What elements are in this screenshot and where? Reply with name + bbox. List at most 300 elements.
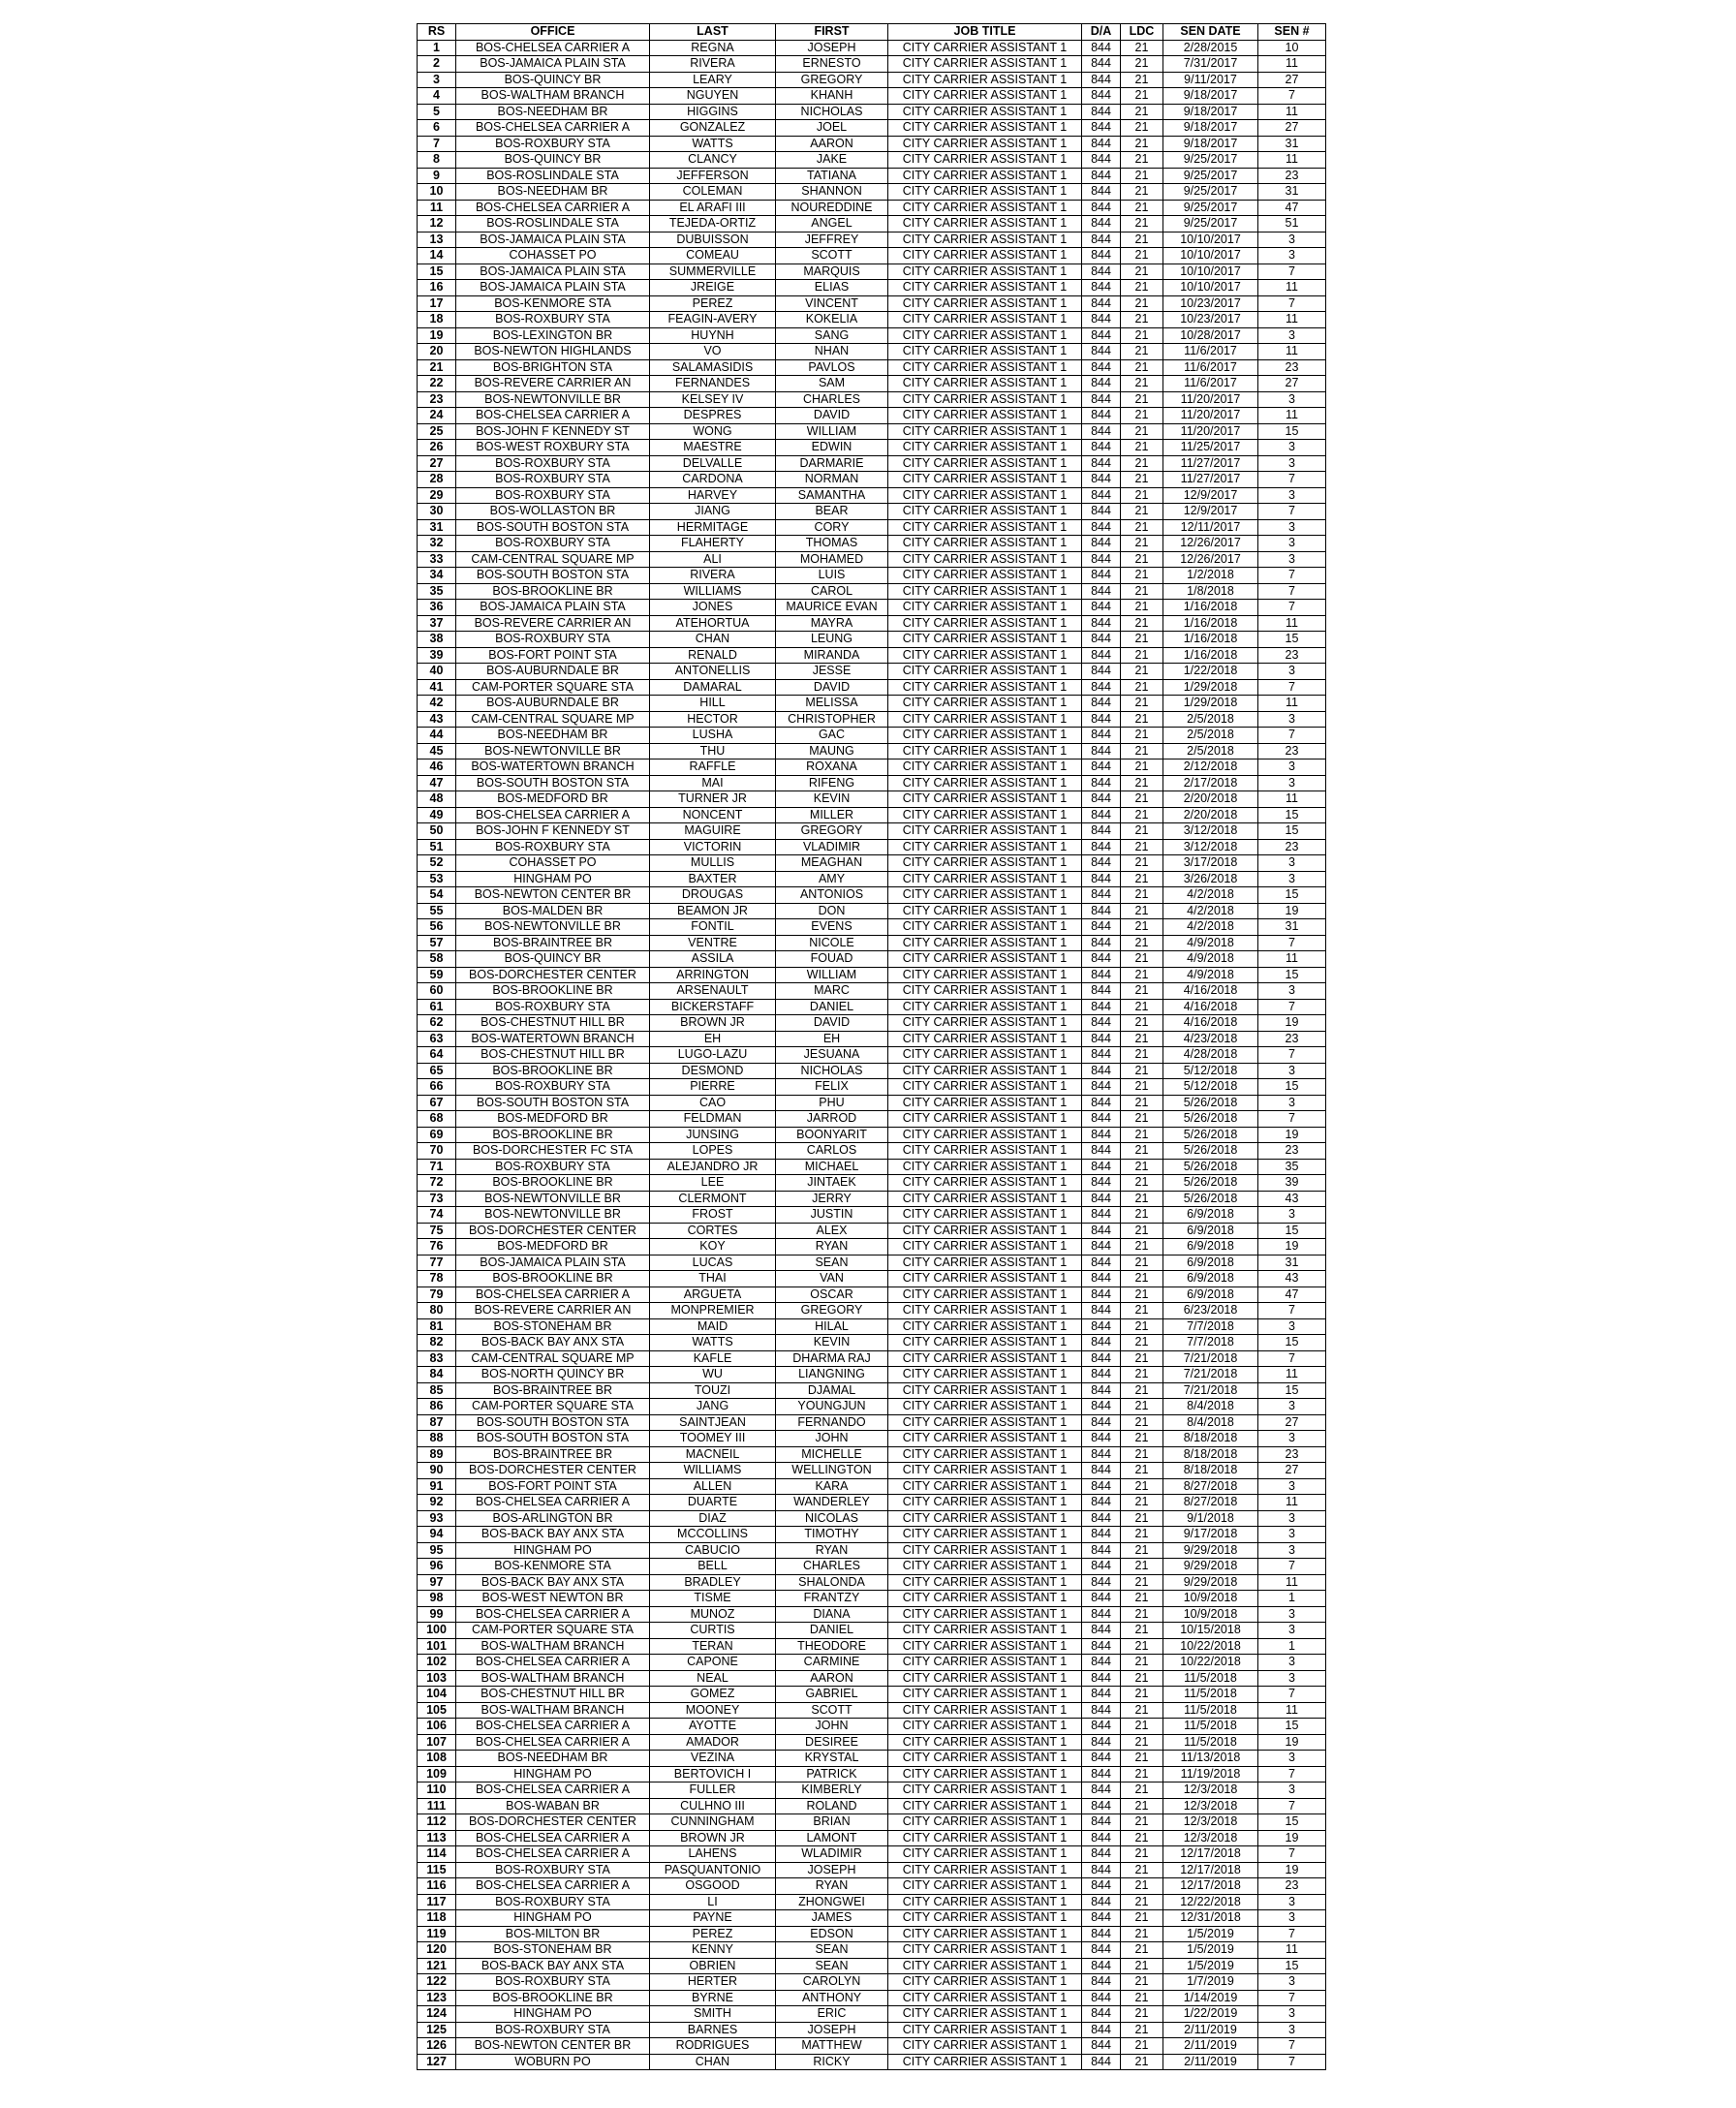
- cell-last: JREIGE: [650, 280, 776, 296]
- cell-last: MAID: [650, 1318, 776, 1335]
- cell-ldc: 21: [1121, 216, 1163, 232]
- cell-da: 844: [1082, 1495, 1121, 1511]
- cell-office: BOS-JAMAICA PLAIN STA: [456, 56, 650, 73]
- cell-ldc: 21: [1121, 1111, 1163, 1128]
- cell-last: OSGOOD: [650, 1878, 776, 1895]
- cell-last: FEAGIN-AVERY: [650, 312, 776, 328]
- cell-office: BOS-BRIGHTON STA: [456, 359, 650, 376]
- table-row: [418, 728, 1326, 744]
- cell-last: ALI: [650, 551, 776, 568]
- cell-sen-date: 12/17/2018: [1163, 1846, 1258, 1863]
- cell-job-title: CITY CARRIER ASSISTANT 1: [888, 423, 1082, 440]
- cell-first: NHAN: [776, 344, 888, 360]
- cell-first: MELISSA: [776, 696, 888, 712]
- cell-ldc: 21: [1121, 1431, 1163, 1447]
- cell-last: VEZINA: [650, 1751, 776, 1767]
- cell-job-title: CITY CARRIER ASSISTANT 1: [888, 1542, 1082, 1559]
- cell-da: 844: [1082, 679, 1121, 696]
- table-row: [418, 1414, 1326, 1431]
- cell-first: DESIREE: [776, 1734, 888, 1751]
- cell-job-title: CITY CARRIER ASSISTANT 1: [888, 1591, 1082, 1607]
- cell-office: BOS-MALDEN BR: [456, 903, 650, 919]
- cell-sen-date: 4/2/2018: [1163, 903, 1258, 919]
- cell-job-title: CITY CARRIER ASSISTANT 1: [888, 632, 1082, 648]
- table-row: [418, 696, 1326, 712]
- cell-office: HINGHAM PO: [456, 1766, 650, 1782]
- cell-job-title: CITY CARRIER ASSISTANT 1: [888, 168, 1082, 184]
- cell-ldc: 21: [1121, 1271, 1163, 1287]
- cell-da: 844: [1082, 2054, 1121, 2070]
- cell-job-title: CITY CARRIER ASSISTANT 1: [888, 1862, 1082, 1878]
- cell-rs: 76: [418, 1239, 456, 1256]
- cell-first: WILLIAM: [776, 423, 888, 440]
- cell-sen-number: 15: [1258, 423, 1326, 440]
- cell-rs: 52: [418, 855, 456, 872]
- cell-sen-number: 3: [1258, 1510, 1326, 1527]
- cell-ldc: 21: [1121, 1974, 1163, 1991]
- cell-first: PATRICK: [776, 1766, 888, 1782]
- cell-sen-date: 12/31/2018: [1163, 1910, 1258, 1927]
- cell-job-title: CITY CARRIER ASSISTANT 1: [888, 1239, 1082, 1256]
- cell-da: 844: [1082, 839, 1121, 855]
- cell-sen-number: 43: [1258, 1271, 1326, 1287]
- cell-job-title: CITY CARRIER ASSISTANT 1: [888, 1399, 1082, 1415]
- cell-rs: 64: [418, 1047, 456, 1064]
- cell-job-title: CITY CARRIER ASSISTANT 1: [888, 1910, 1082, 1927]
- cell-last: KELSEY IV: [650, 391, 776, 408]
- cell-office: BOS-ROXBURY STA: [456, 136, 650, 152]
- cell-job-title: CITY CARRIER ASSISTANT 1: [888, 1830, 1082, 1846]
- cell-sen-number: 23: [1258, 1878, 1326, 1895]
- cell-sen-date: 11/6/2017: [1163, 376, 1258, 392]
- table-row: [418, 1542, 1326, 1559]
- cell-sen-date: 12/9/2017: [1163, 487, 1258, 504]
- cell-last: ATEHORTUA: [650, 615, 776, 632]
- cell-first: JESUANA: [776, 1047, 888, 1064]
- cell-ldc: 21: [1121, 1478, 1163, 1495]
- cell-office: BOS-WATERTOWN BRANCH: [456, 760, 650, 776]
- cell-job-title: CITY CARRIER ASSISTANT 1: [888, 2054, 1082, 2070]
- table-row: [418, 1031, 1326, 1047]
- cell-last: BERTOVICH I: [650, 1766, 776, 1782]
- cell-sen-date: 2/11/2019: [1163, 2054, 1258, 2070]
- table-row: [418, 1910, 1326, 1927]
- cell-office: BOS-JAMAICA PLAIN STA: [456, 600, 650, 616]
- table-row: [418, 1303, 1326, 1319]
- cell-last: AYOTTE: [650, 1719, 776, 1735]
- cell-office: BOS-DORCHESTER CENTER: [456, 1223, 650, 1239]
- cell-job-title: CITY CARRIER ASSISTANT 1: [888, 1286, 1082, 1303]
- cell-job-title: CITY CARRIER ASSISTANT 1: [888, 455, 1082, 472]
- cell-sen-number: 3: [1258, 1894, 1326, 1910]
- cell-office: WOBURN PO: [456, 2054, 650, 2070]
- cell-sen-number: 15: [1258, 887, 1326, 904]
- cell-last: PEREZ: [650, 295, 776, 312]
- cell-rs: 109: [418, 1766, 456, 1782]
- table-row: [418, 2022, 1326, 2038]
- cell-sen-number: 7: [1258, 1798, 1326, 1814]
- cell-ldc: 21: [1121, 1414, 1163, 1431]
- cell-first: EVENS: [776, 919, 888, 936]
- cell-last: TURNER JR: [650, 791, 776, 808]
- cell-sen-number: 31: [1258, 919, 1326, 936]
- cell-rs: 1: [418, 40, 456, 56]
- cell-ldc: 21: [1121, 1798, 1163, 1814]
- cell-sen-date: 10/15/2018: [1163, 1623, 1258, 1639]
- cell-job-title: CITY CARRIER ASSISTANT 1: [888, 664, 1082, 680]
- cell-office: BOS-BROOKLINE BR: [456, 1990, 650, 2006]
- cell-job-title: CITY CARRIER ASSISTANT 1: [888, 1111, 1082, 1128]
- cell-rs: 13: [418, 232, 456, 248]
- cell-last: BICKERSTAFF: [650, 999, 776, 1015]
- table-row: [418, 184, 1326, 201]
- cell-first: AARON: [776, 1670, 888, 1687]
- cell-office: BOS-CHELSEA CARRIER A: [456, 1830, 650, 1846]
- cell-ldc: 21: [1121, 1702, 1163, 1719]
- cell-ldc: 21: [1121, 1143, 1163, 1160]
- cell-sen-date: 4/16/2018: [1163, 999, 1258, 1015]
- cell-ldc: 21: [1121, 1942, 1163, 1959]
- table-row: [418, 455, 1326, 472]
- cell-ldc: 21: [1121, 1255, 1163, 1271]
- cell-ldc: 21: [1121, 1207, 1163, 1224]
- cell-first: CHARLES: [776, 391, 888, 408]
- cell-ldc: 21: [1121, 1990, 1163, 2006]
- cell-da: 844: [1082, 487, 1121, 504]
- cell-da: 844: [1082, 536, 1121, 552]
- cell-da: 844: [1082, 760, 1121, 776]
- cell-job-title: CITY CARRIER ASSISTANT 1: [888, 2038, 1082, 2055]
- cell-first: JINTAEK: [776, 1175, 888, 1192]
- cell-first: JAMES: [776, 1910, 888, 1927]
- cell-first: RIFENG: [776, 775, 888, 791]
- cell-ldc: 21: [1121, 919, 1163, 936]
- cell-sen-date: 11/5/2018: [1163, 1734, 1258, 1751]
- cell-sen-date: 7/21/2018: [1163, 1367, 1258, 1383]
- table-row: [418, 40, 1326, 56]
- cell-sen-number: 35: [1258, 1159, 1326, 1175]
- cell-da: 844: [1082, 1670, 1121, 1687]
- cell-sen-date: 11/5/2018: [1163, 1670, 1258, 1687]
- cell-rs: 93: [418, 1510, 456, 1527]
- table-row: [418, 216, 1326, 232]
- cell-office: CAM-PORTER SQUARE STA: [456, 1399, 650, 1415]
- cell-sen-number: 3: [1258, 1207, 1326, 1224]
- cell-sen-date: 3/17/2018: [1163, 855, 1258, 872]
- cell-sen-date: 11/19/2018: [1163, 1766, 1258, 1782]
- cell-ldc: 21: [1121, 967, 1163, 983]
- cell-sen-date: 8/27/2018: [1163, 1495, 1258, 1511]
- cell-job-title: CITY CARRIER ASSISTANT 1: [888, 327, 1082, 344]
- cell-office: BOS-ROXBURY STA: [456, 1862, 650, 1878]
- cell-last: FERNANDES: [650, 376, 776, 392]
- cell-ldc: 21: [1121, 1175, 1163, 1192]
- cell-da: 844: [1082, 1318, 1121, 1335]
- cell-last: CULHNO III: [650, 1798, 776, 1814]
- cell-first: RICKY: [776, 2054, 888, 2070]
- cell-first: JOSEPH: [776, 2022, 888, 2038]
- cell-rs: 68: [418, 1111, 456, 1128]
- cell-rs: 87: [418, 1414, 456, 1431]
- cell-da: 844: [1082, 1559, 1121, 1575]
- cell-sen-number: 11: [1258, 615, 1326, 632]
- cell-first: TATIANA: [776, 168, 888, 184]
- cell-job-title: CITY CARRIER ASSISTANT 1: [888, 1031, 1082, 1047]
- cell-job-title: CITY CARRIER ASSISTANT 1: [888, 1782, 1082, 1799]
- cell-da: 844: [1082, 1814, 1121, 1831]
- cell-ldc: 21: [1121, 1910, 1163, 1927]
- cell-last: COMEAU: [650, 248, 776, 264]
- cell-sen-number: 7: [1258, 2038, 1326, 2055]
- cell-office: BOS-DORCHESTER FC STA: [456, 1143, 650, 1160]
- cell-sen-number: 10: [1258, 40, 1326, 56]
- cell-rs: 105: [418, 1702, 456, 1719]
- cell-da: 844: [1082, 312, 1121, 328]
- cell-sen-date: 1/5/2019: [1163, 1942, 1258, 1959]
- cell-sen-number: 3: [1258, 1095, 1326, 1111]
- cell-job-title: CITY CARRIER ASSISTANT 1: [888, 1559, 1082, 1575]
- cell-last: CABUCIO: [650, 1542, 776, 1559]
- cell-rs: 106: [418, 1719, 456, 1735]
- cell-office: BOS-ROXBURY STA: [456, 1159, 650, 1175]
- cell-sen-date: 7/7/2018: [1163, 1335, 1258, 1351]
- cell-sen-number: 3: [1258, 2006, 1326, 2023]
- cell-ldc: 21: [1121, 519, 1163, 536]
- cell-da: 844: [1082, 1751, 1121, 1767]
- cell-last: THAI: [650, 1271, 776, 1287]
- cell-last: ARRINGTON: [650, 967, 776, 983]
- cell-sen-date: 4/16/2018: [1163, 983, 1258, 1000]
- cell-first: THEODORE: [776, 1638, 888, 1655]
- cell-sen-number: 3: [1258, 711, 1326, 728]
- cell-last: LUCAS: [650, 1255, 776, 1271]
- cell-da: 844: [1082, 1015, 1121, 1032]
- cell-office: BOS-ROXBURY STA: [456, 999, 650, 1015]
- cell-sen-number: 15: [1258, 807, 1326, 823]
- cell-ldc: 21: [1121, 2038, 1163, 2055]
- cell-last: CHAN: [650, 2054, 776, 2070]
- table-row: [418, 935, 1326, 951]
- cell-sen-number: 3: [1258, 551, 1326, 568]
- cell-job-title: CITY CARRIER ASSISTANT 1: [888, 1367, 1082, 1383]
- cell-ldc: 21: [1121, 711, 1163, 728]
- cell-office: CAM-CENTRAL SQUARE MP: [456, 551, 650, 568]
- cell-rs: 69: [418, 1127, 456, 1143]
- cell-sen-number: 27: [1258, 1463, 1326, 1479]
- cell-job-title: CITY CARRIER ASSISTANT 1: [888, 504, 1082, 520]
- cell-office: BOS-MEDFORD BR: [456, 1111, 650, 1128]
- cell-last: NONCENT: [650, 807, 776, 823]
- cell-sen-number: 15: [1258, 1079, 1326, 1096]
- cell-sen-date: 2/5/2018: [1163, 711, 1258, 728]
- cell-rs: 11: [418, 200, 456, 216]
- cell-office: BOS-ROXBURY STA: [456, 1974, 650, 1991]
- cell-sen-number: 3: [1258, 248, 1326, 264]
- cell-office: BOS-WALTHAM BRANCH: [456, 1670, 650, 1687]
- table-row: [418, 359, 1326, 376]
- cell-first: RYAN: [776, 1542, 888, 1559]
- cell-da: 844: [1082, 647, 1121, 664]
- cell-last: LEE: [650, 1175, 776, 1192]
- cell-last: ASSILA: [650, 951, 776, 968]
- cell-da: 844: [1082, 1143, 1121, 1160]
- cell-rs: 37: [418, 615, 456, 632]
- cell-job-title: CITY CARRIER ASSISTANT 1: [888, 919, 1082, 936]
- cell-sen-date: 1/16/2018: [1163, 600, 1258, 616]
- cell-sen-date: 9/29/2018: [1163, 1574, 1258, 1591]
- cell-sen-date: 5/26/2018: [1163, 1159, 1258, 1175]
- cell-ldc: 21: [1121, 120, 1163, 137]
- cell-first: MAUNG: [776, 743, 888, 760]
- cell-job-title: CITY CARRIER ASSISTANT 1: [888, 728, 1082, 744]
- cell-sen-date: 5/26/2018: [1163, 1095, 1258, 1111]
- cell-sen-date: 2/5/2018: [1163, 728, 1258, 744]
- cell-rs: 126: [418, 2038, 456, 2055]
- cell-sen-number: 7: [1258, 999, 1326, 1015]
- cell-sen-date: 9/25/2017: [1163, 168, 1258, 184]
- cell-office: BOS-NEWTON CENTER BR: [456, 887, 650, 904]
- cell-sen-number: 19: [1258, 1127, 1326, 1143]
- cell-job-title: CITY CARRIER ASSISTANT 1: [888, 887, 1082, 904]
- cell-sen-number: 23: [1258, 743, 1326, 760]
- cell-sen-number: 3: [1258, 1318, 1326, 1335]
- cell-ldc: 21: [1121, 983, 1163, 1000]
- cell-office: BOS-STONEHAM BR: [456, 1318, 650, 1335]
- cell-first: MICHELLE: [776, 1446, 888, 1463]
- cell-first: ROLAND: [776, 1798, 888, 1814]
- cell-sen-date: 5/12/2018: [1163, 1063, 1258, 1079]
- cell-da: 844: [1082, 2022, 1121, 2038]
- cell-first: FRANTZY: [776, 1591, 888, 1607]
- cell-da: 844: [1082, 1095, 1121, 1111]
- cell-sen-number: 7: [1258, 679, 1326, 696]
- column-header-ldc: LDC: [1121, 24, 1163, 41]
- cell-ldc: 21: [1121, 743, 1163, 760]
- cell-sen-date: 1/8/2018: [1163, 583, 1258, 600]
- cell-job-title: CITY CARRIER ASSISTANT 1: [888, 983, 1082, 1000]
- cell-first: KHANH: [776, 88, 888, 105]
- cell-sen-number: 15: [1258, 1382, 1326, 1399]
- cell-sen-number: 3: [1258, 327, 1326, 344]
- cell-ldc: 21: [1121, 1303, 1163, 1319]
- cell-sen-date: 12/9/2017: [1163, 504, 1258, 520]
- table-row: [418, 1846, 1326, 1863]
- cell-da: 844: [1082, 104, 1121, 120]
- table-row: [418, 1958, 1326, 1974]
- cell-sen-date: 4/2/2018: [1163, 887, 1258, 904]
- cell-office: BOS-CHESTNUT HILL BR: [456, 1687, 650, 1703]
- table-row: [418, 583, 1326, 600]
- cell-sen-number: 47: [1258, 200, 1326, 216]
- cell-sen-number: 11: [1258, 104, 1326, 120]
- cell-sen-number: 3: [1258, 1910, 1326, 1927]
- cell-last: RAFFLE: [650, 760, 776, 776]
- cell-ldc: 21: [1121, 600, 1163, 616]
- cell-ldc: 21: [1121, 1574, 1163, 1591]
- cell-sen-date: 1/16/2018: [1163, 647, 1258, 664]
- cell-office: CAM-PORTER SQUARE STA: [456, 1623, 650, 1639]
- cell-da: 844: [1082, 359, 1121, 376]
- table-row: [418, 664, 1326, 680]
- cell-rs: 40: [418, 664, 456, 680]
- cell-first: NOUREDDINE: [776, 200, 888, 216]
- cell-office: BOS-JOHN F KENNEDY ST: [456, 423, 650, 440]
- cell-ldc: 21: [1121, 855, 1163, 872]
- cell-job-title: CITY CARRIER ASSISTANT 1: [888, 1175, 1082, 1192]
- cell-last: SUMMERVILLE: [650, 264, 776, 280]
- cell-sen-date: 6/9/2018: [1163, 1255, 1258, 1271]
- cell-job-title: CITY CARRIER ASSISTANT 1: [888, 551, 1082, 568]
- cell-sen-number: 3: [1258, 1542, 1326, 1559]
- cell-sen-number: 15: [1258, 1335, 1326, 1351]
- cell-job-title: CITY CARRIER ASSISTANT 1: [888, 248, 1082, 264]
- cell-office: BOS-WALTHAM BRANCH: [456, 1702, 650, 1719]
- cell-first: ZHONGWEI: [776, 1894, 888, 1910]
- cell-first: BEAR: [776, 504, 888, 520]
- cell-job-title: CITY CARRIER ASSISTANT 1: [888, 519, 1082, 536]
- cell-last: FLAHERTY: [650, 536, 776, 552]
- cell-office: BOS-CHESTNUT HILL BR: [456, 1015, 650, 1032]
- cell-job-title: CITY CARRIER ASSISTANT 1: [888, 615, 1082, 632]
- cell-office: BOS-CHELSEA CARRIER A: [456, 1782, 650, 1799]
- cell-job-title: CITY CARRIER ASSISTANT 1: [888, 104, 1082, 120]
- table-row: [418, 1606, 1326, 1623]
- cell-job-title: CITY CARRIER ASSISTANT 1: [888, 1431, 1082, 1447]
- cell-da: 844: [1082, 1830, 1121, 1846]
- table-row: [418, 1702, 1326, 1719]
- cell-ldc: 21: [1121, 455, 1163, 472]
- cell-last: BROWN JR: [650, 1015, 776, 1032]
- cell-rs: 18: [418, 312, 456, 328]
- cell-job-title: CITY CARRIER ASSISTANT 1: [888, 1942, 1082, 1959]
- cell-ldc: 21: [1121, 2022, 1163, 2038]
- cell-sen-date: 11/25/2017: [1163, 440, 1258, 456]
- cell-ldc: 21: [1121, 1318, 1163, 1335]
- cell-sen-date: 8/18/2018: [1163, 1463, 1258, 1479]
- cell-office: BOS-AUBURNDALE BR: [456, 664, 650, 680]
- cell-first: SANG: [776, 327, 888, 344]
- cell-da: 844: [1082, 408, 1121, 424]
- cell-da: 844: [1082, 280, 1121, 296]
- cell-sen-number: 15: [1258, 823, 1326, 840]
- cell-da: 844: [1082, 1782, 1121, 1799]
- cell-da: 844: [1082, 327, 1121, 344]
- cell-rs: 32: [418, 536, 456, 552]
- cell-sen-date: 2/20/2018: [1163, 791, 1258, 808]
- cell-last: JUNSING: [650, 1127, 776, 1143]
- cell-first: DAVID: [776, 679, 888, 696]
- cell-ldc: 21: [1121, 1751, 1163, 1767]
- cell-job-title: CITY CARRIER ASSISTANT 1: [888, 56, 1082, 73]
- cell-ldc: 21: [1121, 359, 1163, 376]
- table-row: [418, 1862, 1326, 1878]
- cell-rs: 20: [418, 344, 456, 360]
- cell-da: 844: [1082, 1510, 1121, 1527]
- cell-sen-date: 7/21/2018: [1163, 1382, 1258, 1399]
- cell-last: ALEJANDRO JR: [650, 1159, 776, 1175]
- table-row: [418, 1655, 1326, 1671]
- cell-last: COLEMAN: [650, 184, 776, 201]
- cell-sen-date: 11/6/2017: [1163, 344, 1258, 360]
- cell-ldc: 21: [1121, 1495, 1163, 1511]
- cell-rs: 51: [418, 839, 456, 855]
- table-row: [418, 903, 1326, 919]
- cell-job-title: CITY CARRIER ASSISTANT 1: [888, 1894, 1082, 1910]
- cell-sen-date: 2/20/2018: [1163, 807, 1258, 823]
- cell-first: MEAGHAN: [776, 855, 888, 872]
- cell-rs: 15: [418, 264, 456, 280]
- cell-last: DUBUISSON: [650, 232, 776, 248]
